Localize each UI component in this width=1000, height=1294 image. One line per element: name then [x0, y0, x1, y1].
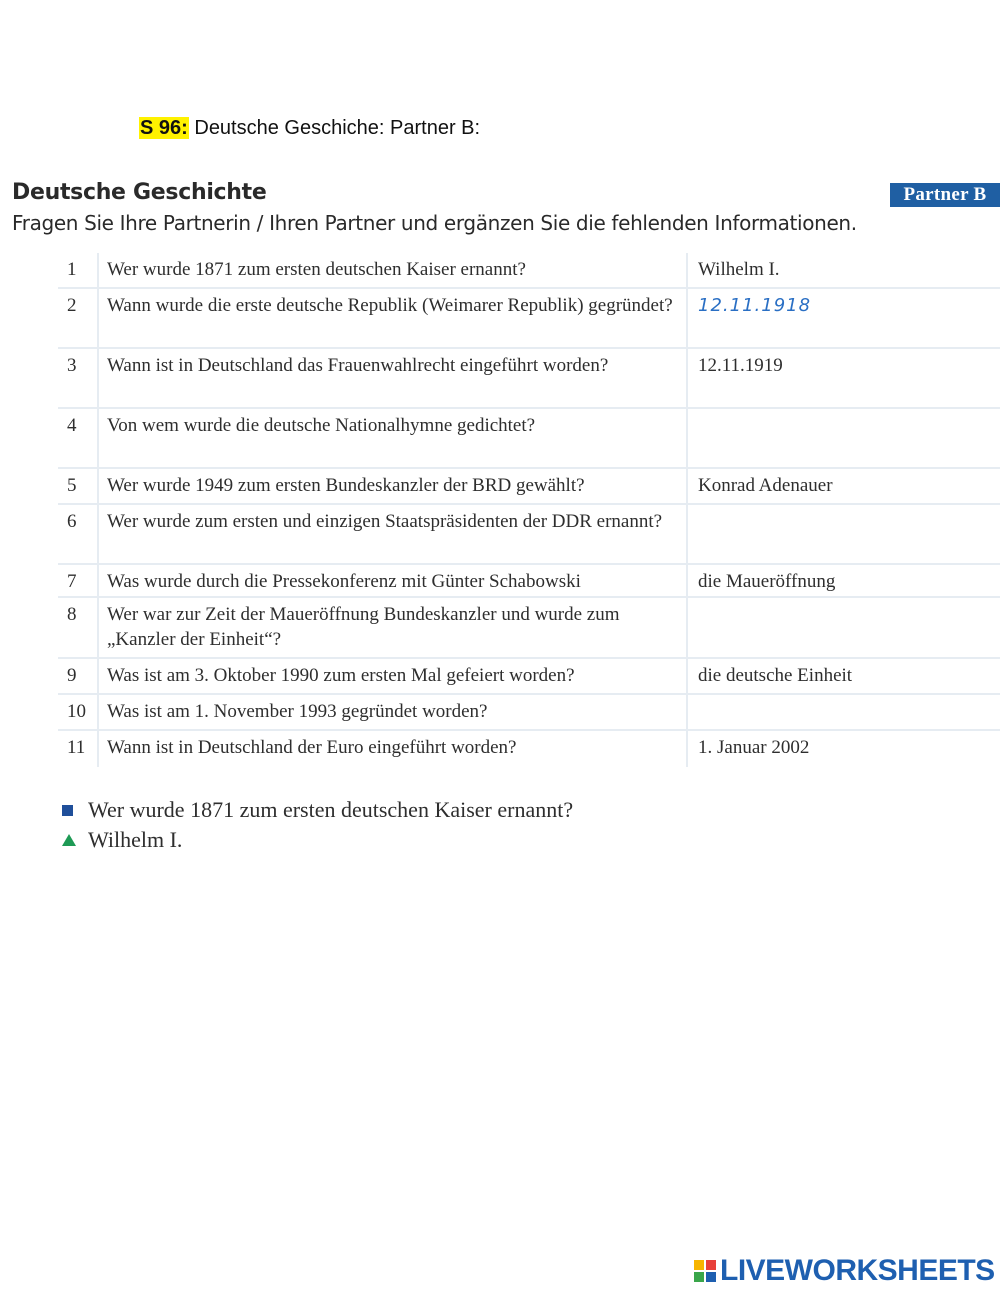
answer-input-cell[interactable] [688, 598, 1000, 657]
logo-square-icon [706, 1272, 716, 1282]
page-heading [139, 117, 480, 140]
question-cell: Wann ist in Deutschland der Euro eingeführt worden? [99, 731, 688, 767]
answer-cell: 12.11.1919 [698, 355, 783, 376]
row-number: 1 [58, 253, 99, 287]
answer-input-cell[interactable] [688, 409, 1000, 467]
logo-mark-icon [694, 1260, 716, 1282]
row-number: 4 [58, 409, 99, 467]
row-number: 10 [58, 695, 99, 729]
question-cell: Wer war zur Zeit der Maueröffnung Bundeskanzler und wurde zum „Kanzler der Einheit“? [99, 598, 688, 657]
question-cell: Was ist am 3. Oktober 1990 zum ersten Mal gefeiert worden? [99, 659, 688, 693]
page-heading-text: Deutsche Geschiche: Partner B: [188, 117, 481, 139]
answer-input-cell[interactable] [688, 695, 1000, 729]
table-row [58, 469, 1000, 505]
section-title: Deutsche Geschichte [12, 180, 267, 205]
liveworksheets-logo [694, 1254, 995, 1288]
logo-square-icon [694, 1260, 704, 1270]
dialog-answer-line [62, 825, 573, 855]
table-row [58, 565, 1000, 598]
logo-square-icon [706, 1260, 716, 1270]
triangle-bullet-icon [62, 834, 76, 846]
question-cell: Wann ist in Deutschland das Frauenwahlrecht eingeführt worden? [99, 349, 688, 407]
table-row [58, 659, 1000, 695]
square-bullet-icon [62, 805, 73, 816]
page-reference-highlight: S 96: [140, 117, 188, 139]
dialog-question-line [62, 795, 573, 825]
answer-cell: Konrad Adenauer [698, 475, 833, 496]
dialog-question: Wer wurde 1871 zum ersten deutschen Kaiser ernannt? [88, 797, 574, 822]
logo-text: LIVEWORKSHEETS [720, 1254, 995, 1287]
answer-cell: die Maueröffnung [698, 571, 836, 592]
table-row [58, 253, 1000, 289]
question-cell: Was wurde durch die Pressekonferenz mit Günter Schabowski [99, 565, 688, 596]
table-row [58, 409, 1000, 469]
answer-cell: die deutsche Einheit [698, 665, 853, 686]
question-cell: Was ist am 1. November 1993 gegründet worden? [99, 695, 688, 729]
row-number: 7 [58, 565, 99, 596]
question-cell: Von wem wurde die deutsche Nationalhymne gedichtet? [99, 409, 688, 467]
answer-input-cell[interactable] [688, 505, 1000, 563]
table-row [58, 695, 1000, 731]
question-cell: Wer wurde zum ersten und einzigen Staatspräsidenten der DDR ernannt? [99, 505, 688, 563]
table-row [58, 289, 1000, 349]
row-number: 5 [58, 469, 99, 503]
row-number: 11 [58, 731, 99, 767]
handwritten-answer: 12.11.1918 [698, 295, 812, 316]
row-number: 9 [58, 659, 99, 693]
question-cell: Wer wurde 1871 zum ersten deutschen Kaiser ernannt? [99, 253, 688, 287]
logo-square-icon [694, 1272, 704, 1282]
instruction-text: Fragen Sie Ihre Partnerin / Ihren Partner und ergänzen Sie die fehlenden Informationen. [12, 211, 857, 235]
row-number: 3 [58, 349, 99, 407]
answer-cell: Wilhelm I. [698, 259, 780, 280]
question-cell: Wer wurde 1949 zum ersten Bundeskanzler der BRD gewählt? [99, 469, 688, 503]
row-number: 8 [58, 598, 99, 657]
answer-cell[interactable] [688, 289, 1000, 347]
answer-cell: 1. Januar 2002 [698, 737, 810, 758]
table-row [58, 731, 1000, 767]
table-row [58, 349, 1000, 409]
table-row [58, 505, 1000, 565]
dialog-answer: Wilhelm I. [88, 827, 183, 852]
question-cell: Wann wurde die erste deutsche Republik (Weimarer Republik) gegründet? [99, 289, 688, 347]
row-number: 2 [58, 289, 99, 347]
partner-badge: Partner B [890, 183, 1000, 207]
history-table [58, 253, 1000, 767]
example-dialog [62, 795, 573, 855]
row-number: 6 [58, 505, 99, 563]
table-row [58, 598, 1000, 659]
